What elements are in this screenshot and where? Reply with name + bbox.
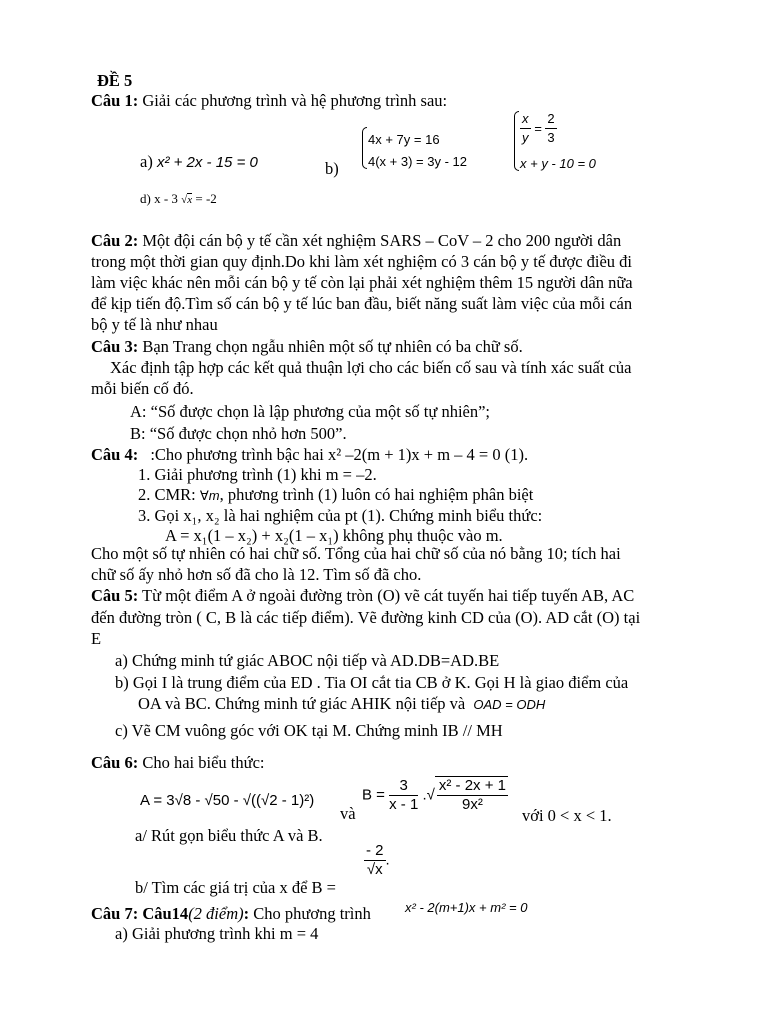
- question-4-extra-line-2: chữ số ấy nhỏ hơn số đã cho là 12. Tìm số đã cho.: [91, 565, 422, 584]
- question-6a: a/ Rút gọn biểu thức A và B.: [135, 826, 323, 845]
- system-b-brace: [362, 127, 367, 169]
- question-2-label: Câu 2:: [91, 231, 139, 250]
- question-4-item-2: 2. CMR: ∀m, phương trình (1) luôn có hai nghiệm phân biệt: [138, 485, 534, 504]
- question-7-equation: x² - 2(m+1)x + m² = 0: [405, 900, 528, 915]
- sqrt-x: x: [187, 194, 193, 206]
- question-1a-label: a): [140, 152, 153, 171]
- question-5a: a) Chứng minh tứ giác ABOC nội tiếp và AD.DB=AD.BE: [115, 651, 500, 670]
- question-3-event-b: B: “Số được chọn nhỏ hơn 500”.: [130, 424, 347, 443]
- question-5b-line-2: OA và BC. Chứng minh tứ giác AHIK nội tiếp và OAD = ODH: [138, 694, 546, 713]
- question-1a: [140, 151, 258, 173]
- question-5-line-3: E: [91, 629, 102, 648]
- question-1-label: Câu 1:: [91, 91, 139, 110]
- angle-equality: OAD = ODH: [473, 697, 546, 712]
- forall-m: ∀m: [199, 488, 220, 503]
- system-c-line-2: x + y - 10 = 0: [520, 156, 596, 171]
- question-3-event-a: A: “Số được chọn là lập phương của một số tự nhiên”;: [130, 402, 491, 421]
- question-1b-label: b): [325, 159, 339, 178]
- question-6-heading: Câu 6: Cho hai biểu thức:: [91, 753, 265, 772]
- question-1a-equation: x² + 2x - 15 = 0: [156, 154, 258, 171]
- question-4-item-3: 3. Gọi x₁, x₂ là hai nghiệm của pt (1). Chứng minh biểu thức:: [138, 506, 543, 525]
- question-6b: b/ Tìm các giá trị của x để B =: [135, 878, 336, 897]
- question-3-line-2: Xác định tập hợp các kết quả thuận lợi cho các biến cố sau và tính xác suất của: [110, 358, 632, 377]
- question-5c: c) Vẽ CM vuông góc với OK tại M. Chứng minh IB // MH: [115, 721, 503, 740]
- condition: với 0 < x < 1.: [522, 806, 612, 825]
- question-7-heading: Câu 7: Câu14(2 điểm): Cho phương trình: [91, 904, 371, 923]
- question-4-expression: A = x₁(1 – x₂) + x₂(1 – x₁) không phụ thuộc vào m.: [165, 526, 503, 545]
- expression-A: A = 3√8 - √50 - √((√2 - 1)²): [140, 792, 315, 809]
- question-5-line-2: đến đường tròn ( C, B là các tiếp điểm). Vẽ đường kinh CD của (O). AD cắt (O) tại: [91, 608, 641, 627]
- system-b-line-2: 4(x + 3) = 3y - 12: [368, 154, 467, 169]
- question-7-label: Câu 7: Câu14: [91, 904, 189, 923]
- exam-title: ĐỀ 5: [97, 71, 133, 90]
- question-5-line-1: Câu 5: Từ một điểm A ở ngoài đường tròn (O) vẽ cát tuyến hai tiếp tuyến AB, AC: [91, 586, 635, 605]
- question-3-line-3: mỗi biến cố đó.: [91, 379, 194, 398]
- question-6-label: Câu 6:: [91, 753, 139, 772]
- question-5-label: Câu 5:: [91, 586, 139, 605]
- system-b-line-1: 4x + 7y = 16: [368, 132, 440, 147]
- fraction-neg2-sqrtx: $\frac{- 2}{√x}$ .: [366, 842, 390, 878]
- question-1d: d) x - 3 √x = -2: [140, 191, 217, 206]
- question-4-heading: Câu 4: :Cho phương trình bậc hai x² –2(m + 1)x + m – 4 = 0 (1).: [91, 445, 529, 464]
- system-c-line-1: $\frac{x}{y}$ = $\frac{2}{3}$: [522, 111, 555, 145]
- question-1-heading: [91, 90, 447, 111]
- question-3-heading: Câu 3: Bạn Trang chọn ngẫu nhiên một số tự nhiên có ba chữ số.: [91, 337, 523, 356]
- system-c-brace: [514, 111, 519, 171]
- question-4-label: Câu 4:: [91, 445, 139, 464]
- question-1-text: Giải các phương trình và hệ phương trình sau:: [142, 91, 448, 110]
- question-4-item-1: 1. Giải phương trình (1) khi m = –2.: [138, 465, 377, 484]
- question-5b-line-1: b) Gọi I là trung điểm của ED . Tia OI cắt tia CB ở K. Gọi H là giao điểm của: [115, 673, 629, 692]
- question-3-label: Câu 3:: [91, 337, 139, 356]
- question-2: Câu 2: Một đội cán bộ y tế cần xét nghiệm SARS – CoV – 2 cho 200 người dân trong một thời gian quy định.Do khi làm xét nghiệm có 3 cán bộ y tế được điều đi làm việc khác nên mỗi cán bộ y tế còn lại phải xét nghiệm thêm 15 người dân nữa để kịp tiến độ.Tìm số cán bộ y tế lúc ban đầu, biết năng suất làm việc của mỗi cán bộ y tế là như nhau: [91, 231, 633, 334]
- question-7a: a) Giải phương trình khi m = 4: [115, 924, 319, 943]
- question-4-extra-line-1: Cho một số tự nhiên có hai chữ số. Tổng của hai chữ số của nó bằng 10; tích hai: [91, 544, 621, 563]
- expression-B: B = $\frac{3}{x - 1}$ .√ $\frac{\text{x² - 2x + 1}}{\text{9x²}}$: [362, 776, 506, 813]
- word-va: và: [340, 804, 356, 823]
